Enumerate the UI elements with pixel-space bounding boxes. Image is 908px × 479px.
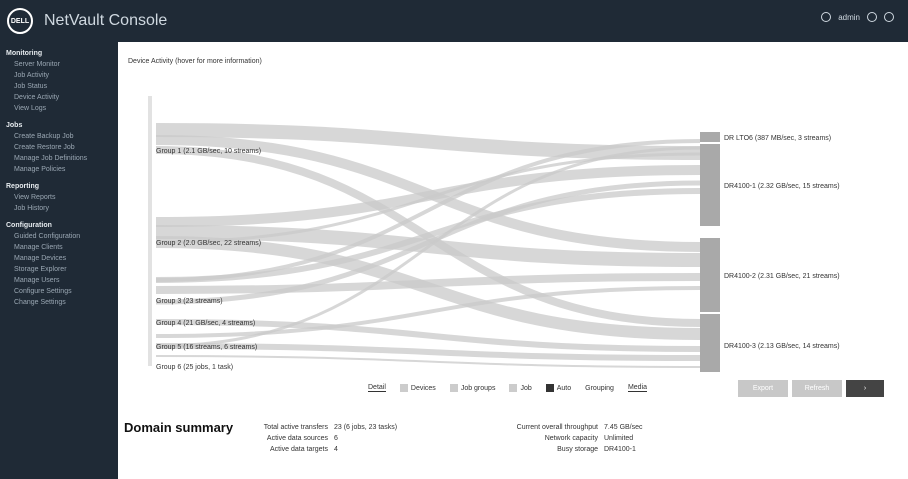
summary-row [508,435,643,442]
sidebar-section-heading: Configuration [6,222,52,229]
job-swatch [509,384,517,392]
grouping-label: Grouping [585,384,614,392]
sidebar-item[interactable]: Create Restore Job [14,144,75,151]
sankey-target-node [700,238,720,312]
sidebar-item[interactable]: Server Monitor [14,61,60,68]
sidebar-item[interactable]: Configure Settings [14,288,72,295]
summary-row [238,446,397,453]
more-button[interactable]: › [846,380,884,397]
sidebar-item[interactable]: Job Activity [14,72,50,79]
sankey-target-node [700,132,720,142]
sidebar-item[interactable]: Job History [14,205,50,212]
sidebar-item[interactable]: Job Status [14,83,48,90]
summary-value: Unlimited [604,435,634,442]
sidebar-item[interactable]: Manage Clients [14,244,63,251]
summary-value: DR4100-1 [604,446,636,453]
top-right-tools [821,12,894,22]
sidebar-item[interactable]: Guided Configuration [14,233,81,240]
devices-swatch [400,384,408,392]
app-title: NetVault Console [44,12,168,29]
sidebar-item[interactable]: Device Activity [14,94,60,101]
summary-row [238,435,397,442]
summary-label: Current overall throughput [516,424,598,431]
sidebar-section-heading: Reporting [6,183,40,190]
sidebar-item[interactable]: View Reports [14,194,56,201]
sankey-source-label: Group 1 (2.1 GB/sec, 10 streams) [156,148,262,155]
export-button[interactable]: Export [738,380,788,397]
action-buttons [738,380,884,397]
grouping-select[interactable]: Media [627,384,648,391]
sidebar-nav [0,42,118,479]
summary-label: Active data targets [270,446,328,453]
auto-swatch [546,384,554,392]
summary-row [238,424,397,431]
legend-devices-label: Devices [410,384,436,392]
job-groups-swatch [450,384,458,392]
refresh-button[interactable]: Refresh [792,380,842,397]
legend-devices[interactable] [400,384,436,392]
sankey-target-label: DR4100-3 (2.13 GB/sec, 14 streams) [724,343,840,350]
summary-right [508,424,643,457]
device-activity-sankey [128,82,898,372]
sidebar-item[interactable]: Manage Users [14,277,60,284]
summary-value: 23 (6 jobs, 23 tasks) [334,424,398,431]
sidebar-item[interactable]: Manage Job Definitions [14,155,88,162]
sankey-target-label: DR4100-1 (2.32 GB/sec, 15 streams) [724,183,840,190]
summary-label: Busy storage [557,446,598,453]
summary-row [508,446,643,453]
legend-auto[interactable] [546,384,571,392]
sankey-target-node [700,314,720,372]
summary-value: 7.45 GB/sec [604,424,643,431]
dell-logo: DELL [7,8,33,34]
view-legend [368,384,647,392]
sankey-source-label: Group 4 (21 GB/sec, 4 streams) [156,320,256,327]
summary-left [238,424,397,457]
sidebar-item[interactable]: View Logs [14,105,47,112]
sidebar-section-heading: Monitoring [6,50,43,57]
legend-job-label: Job [520,384,532,392]
sankey-target-label: DR4100-2 (2.31 GB/sec, 21 streams) [724,273,840,280]
sidebar-item[interactable]: Storage Explorer [14,266,67,273]
legend-detail[interactable]: Detail [368,384,386,391]
summary-label: Network capacity [544,435,598,442]
sankey-source-label: Group 6 (25 jobs, 1 task) [156,364,234,371]
sankey-source-label: Group 5 (16 streams, 6 streams) [156,344,258,351]
legend-job-groups-label: Job groups [460,384,496,392]
user-icon[interactable] [821,12,831,22]
top-bar [0,0,908,42]
sidebar-item[interactable]: Manage Policies [14,166,66,173]
sidebar-item[interactable]: Create Backup Job [14,133,74,140]
sankey-source-label: Group 3 (23 streams) [156,298,223,305]
device-activity-info: Device Activity (hover for more information) [128,58,262,65]
summary-row [508,424,643,431]
summary-value: 4 [334,446,338,453]
main-content [118,42,908,479]
domain-summary-title: Domain summary [124,420,234,435]
legend-job-groups[interactable] [450,384,496,392]
user-name[interactable]: admin [838,12,860,22]
sankey-target-node [700,144,720,226]
legend-auto-label: Auto [556,384,572,392]
settings-icon[interactable] [867,12,877,22]
summary-label: Active data sources [266,435,328,442]
sidebar-item[interactable]: Manage Devices [14,255,67,262]
sankey-source-bar [148,96,152,366]
sankey-source-label: Group 2 (2.0 GB/sec, 22 streams) [156,240,262,247]
sankey-target-label: DR LTO6 (387 MB/sec, 3 streams) [724,135,832,142]
summary-value: 6 [334,435,338,442]
help-icon[interactable] [884,12,894,22]
legend-job[interactable] [509,384,531,392]
sidebar-section-heading: Jobs [6,122,23,129]
sidebar-item[interactable]: Change Settings [14,299,66,306]
summary-label: Total active transfers [263,424,328,431]
